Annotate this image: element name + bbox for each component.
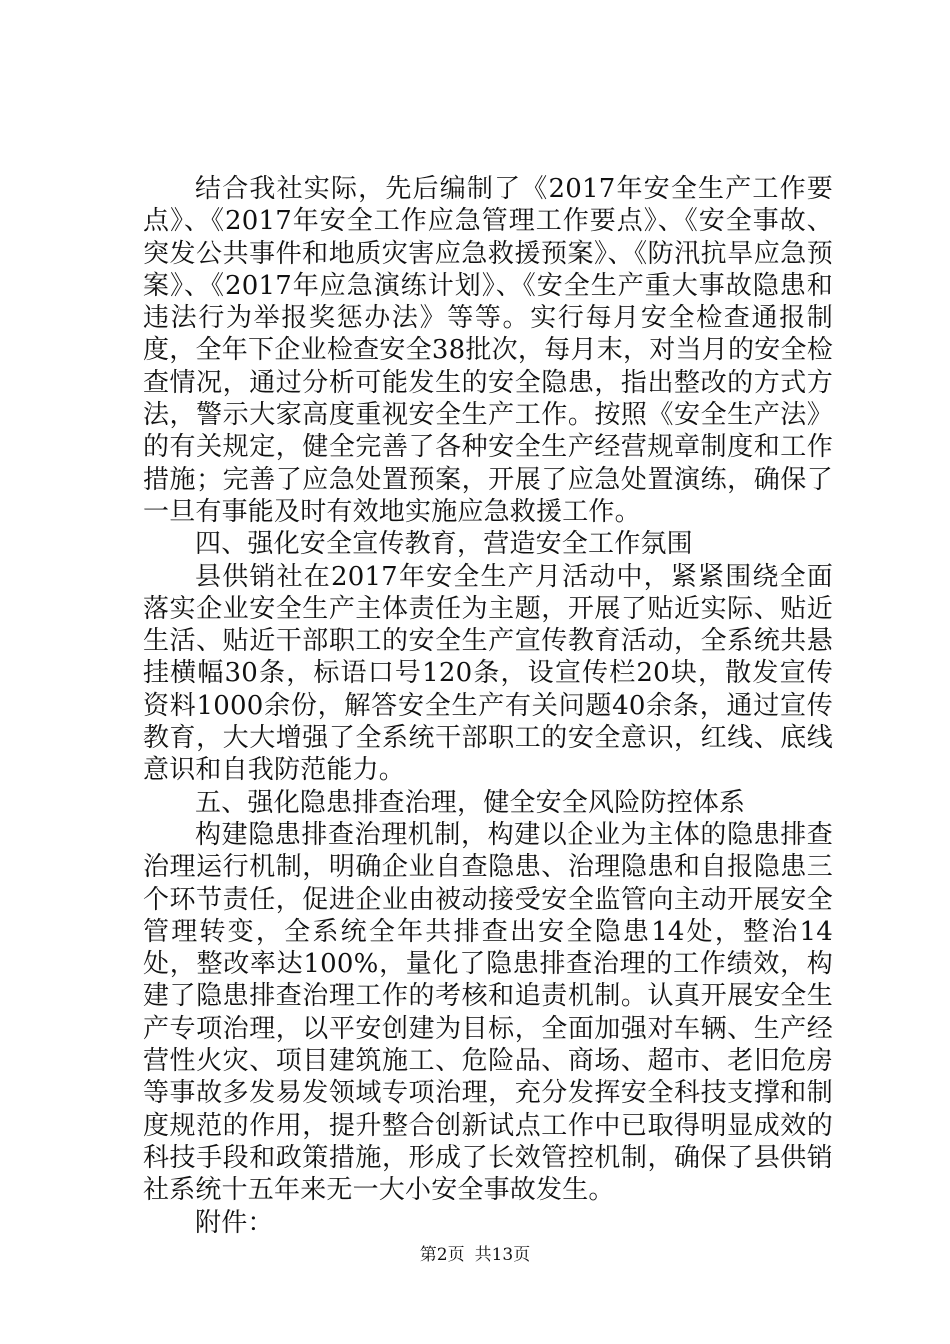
page-total: 共13页 [474,1245,531,1265]
paragraph-hazard-control: 构建隐患排查治理机制，构建以企业为主体的隐患排查治理运行机制，明确企业自查隐患、治理隐患和自报隐患三个环节责任，促进企业由被动接受安全监管向主动开展安全管理转变，全系统全年共排查出安全隐患14处，整治14处，整改率达100%，量化了隐患排查治理的工作绩效，构建了隐患排查治理工作的考核和追责机制。认真开展安全生产专项治理，以平安创建为目标，全面加强对车辆、生产经营性火灾、项目建筑施工、危险品、商场、超市、老旧危房等事故多发易发领域专项治理，充分发挥安全科技支撑和制度规范的作用，提升整合创新试点工作中已取得明显成效的科技手段和政策措施，形成了长效管控机制，确保了县供销社系统十五年来无一大小安全事故发生。 [143,819,833,1206]
page-number: 第2页 [419,1245,465,1265]
attachment-label: 附件： [195,1207,274,1238]
page-footer [0,1244,950,1266]
document-body [143,173,833,1239]
section-heading-hazard-control: 五、强化隐患排查治理，健全安全风险防控体系 [195,787,746,818]
paragraph-plans-and-inspections: 结合我社实际，先后编制了《2017年安全生产工作要点》、《2017年安全工作应急管理工作要点》、《安全事故、突发公共事件和地质灾害应急救援预案》、《防汛抗旱应急预案》、《2017年应急演练计划》、《安全生产重大事故隐患和违法行为举报奖惩办法》等等。实行每月安全检查通报制度，全年下企业检查安全38批次，每月末，对当月的安全检查情况，通过分析可能发生的安全隐患，指出整改的方式方法，警示大家高度重视安全生产工作。按照《安全生产法》的有关规定，健全完善了各种安全生产经营规章制度和工作措施；完善了应急处置预案，开展了应急处置演练，确保了一旦有事能及时有效地实施应急救援工作。 [143,174,833,527]
section-heading-publicity: 四、强化安全宣传教育，营造安全工作氛围 [195,529,693,560]
paragraph-publicity-activities: 县供销社在2017年安全生产月活动中，紧紧围绕全面落实企业安全生产主体责任为主题，开展了贴近实际、贴近生活、贴近干部职工的安全生产宣传教育活动，全系统共悬挂横幅30条，标语口号120条，设宣传栏20块，散发宣传资料1000余份，解答安全生产有关问题40余条，通过宣传教育，大大增强了全系统干部职工的安全意识，红线、底线意识和自我防范能力。 [143,561,833,786]
